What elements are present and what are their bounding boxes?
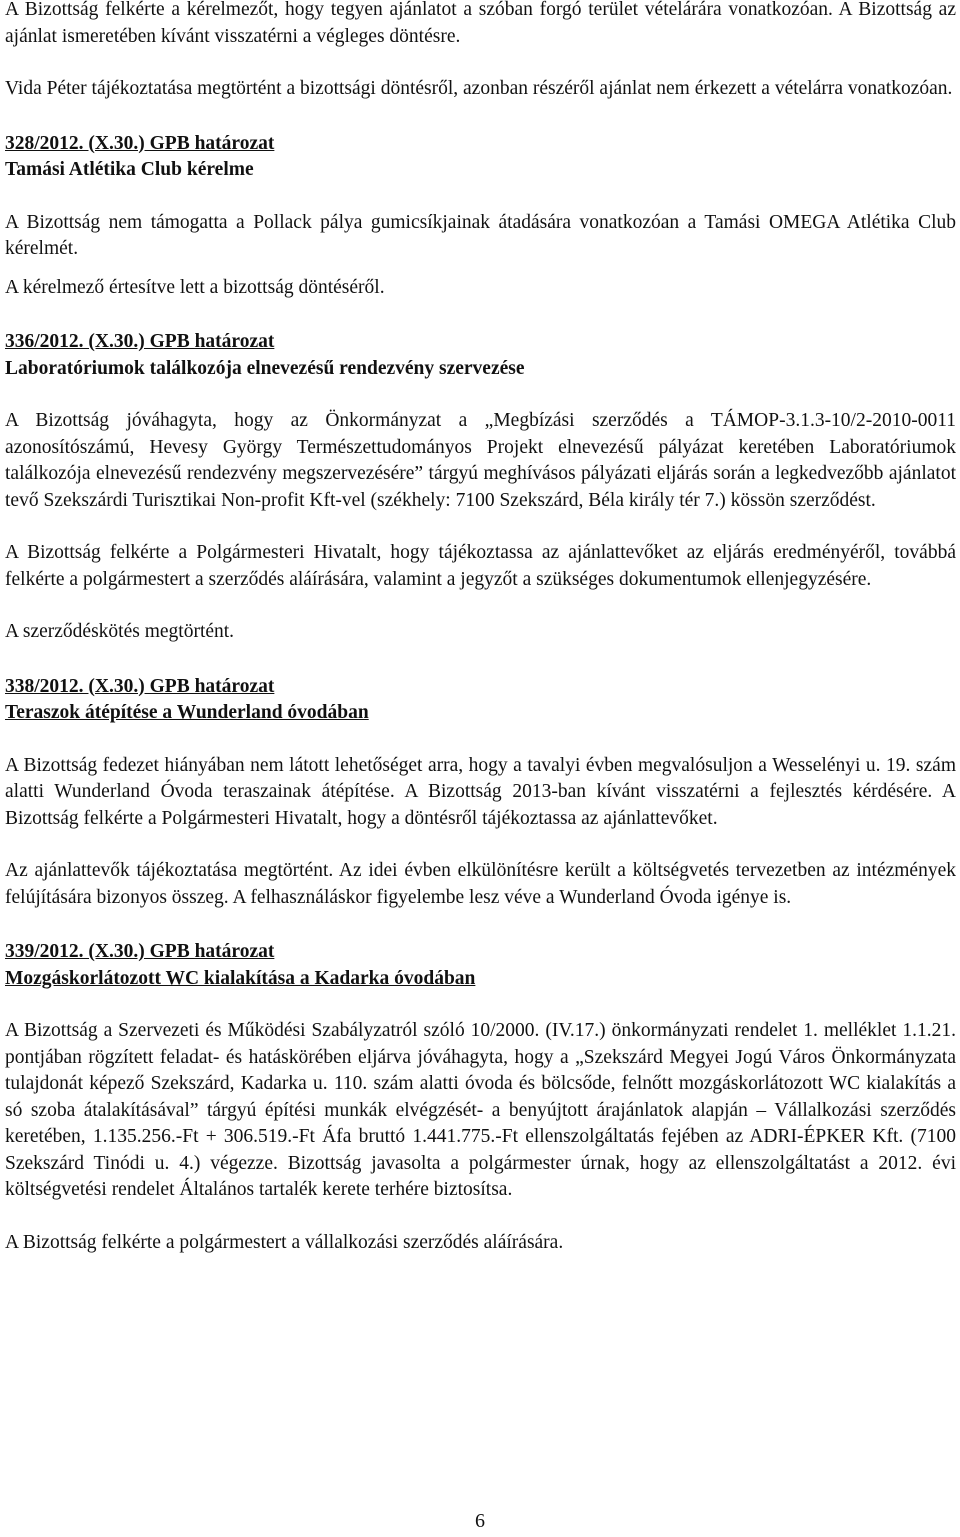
resolution-number: 338/2012. (X.30.) GPB határozat (5, 675, 275, 697)
resolution-number: 328/2012. (X.30.) GPB határozat (5, 132, 275, 154)
resolution-title: Laboratóriumok találkozója elnevezésű rendezvény szervezése (5, 357, 525, 379)
paragraph-intro-offer: A Bizottság felkérte a kérelmezőt, hogy tegyen ajánlatot a szóban forgó terület vételárára vonatkozóan. A Bizottság az ajánlat ismeretében kívánt visszatérni a végleges döntésre. (5, 0, 956, 47)
resolution-328 (5, 131, 956, 302)
document-page (5, 0, 956, 1256)
paragraph-intro-vida: Vida Péter tájékoztatása megtörtént a bizottsági döntésről, azonban részéről ajánlat nem érkezett a vételárra vonatkozóan. (5, 78, 953, 99)
resolution-number: 336/2012. (X.30.) GPB határozat (5, 331, 275, 352)
resolution-paragraph: A kérelmező értesítve lett a bizottság döntéséről. (5, 276, 385, 298)
page-number: 6 (475, 1510, 485, 1532)
resolution-paragraph: A Bizottság fedezet hiányában nem látott lehetőséget arra, hogy a tavalyi évben megvalósuljon a Wesselényi u. 19. szám alatti Wunderland Óvoda teraszainak átépítése. A Bizottság 2013-ban kívánt visszatérni a fejlesztés kérdésére. A Bizottság felkérte a Polgármesteri Hivatalt, hogy a döntésről tájékoztassa az ajánlattevőket. (5, 754, 956, 829)
resolution-336 (5, 329, 956, 646)
resolution-339 (5, 939, 956, 1256)
resolution-paragraph: A Bizottság felkérte a Polgármesteri Hivatalt, hogy tájékoztassa az ajánlattevőket az eljárás eredményéről, továbbá felkérte a polgármestert a szerződés aláírására, valamint a jegyzőt a szükséges dokumentumok ellenjegyzésére. (5, 542, 956, 590)
resolution-title: Mozgáskorlátozott WC kialakítása a Kadarka óvodában (5, 967, 476, 989)
resolution-paragraph: A Bizottság felkérte a polgármestert a vállalkozási szerződés aláírására. (5, 1231, 564, 1253)
resolution-paragraph: A Bizottság a Szervezeti és Működési Szabályzatról szóló 10/2000. (IV.17.) önkormányzati rendelet 1. melléklet 1.1.21. pontjában rögzített feladat- és hatáskörében eljárva jóváhagyta, hogy a „Szekszárd Megyei Jogú Város Önkormányzata tulajdonát képező Szekszárd, Kadarka u. 110. szám alatti óvoda és bölcsőde, felnőtt mozgáskorlátozott WC kialakítás a só szoba átalakításával” tárgyú építési munkák elvégzését- a benyújtott árajánlatok alapján – Vállalkozási szerződés keretében, 1.135.256.-Ft + 306.519.-Ft Áfa bruttó 1.441.775.-Ft ellenszolgáltatás fejében az ADRI-ÉPKER Kft. (7100 Szekszárd Tinódi u. 4.) végezze. Bizottság javasolta a polgármester úrnak, hogy az ellenszolgáltatást a 2012. évi költségvetési rendelet Általános tartalék kerete terhére biztosítsa. (5, 1020, 956, 1200)
resolution-number: 339/2012. (X.30.) GPB határozat (5, 941, 275, 962)
resolution-paragraph: A Bizottság jóváhagyta, hogy az Önkormányzat a „Megbízási szerződés a TÁMOP-3.1.3-10/2-2010-0011 azonosítószámú, Hevesy György Természettudományos Projekt elnevezésű pályázat keretében Laboratóriumok találkozója elnevezésű rendezvény megszervezésére” tárgyú meghívásos pályázati eljárás során a legkedvezőbb ajánlatot tevő Szekszárdi Turisztikai Non-profit Kft-vel (székhely: 7100 Szekszárd, Béla király tér 7.) kössön szerződést. (5, 410, 956, 511)
resolution-338 (5, 674, 956, 912)
resolution-paragraph: A Bizottság nem támogatta a Pollack pálya gumicsíkjainak átadására vonatkozóan a Tamási OMEGA Atlétika Club kérelmét. (5, 211, 956, 259)
resolution-paragraph: A szerződéskötés megtörtént. (5, 621, 235, 642)
resolution-title: Teraszok átépítése a Wunderland óvodában (5, 702, 369, 723)
resolution-title: Tamási Atlétika Club kérelme (5, 159, 254, 180)
resolution-paragraph: Az ajánlattevők tájékoztatása megtörtént. Az idei évben elkülönítésre került a költségvetés tervezetben az intézmények felújítására bizonyos összeg. A felhasználáskor figyelembe lesz véve a Wunderland Óvoda igénye is. (5, 860, 956, 908)
